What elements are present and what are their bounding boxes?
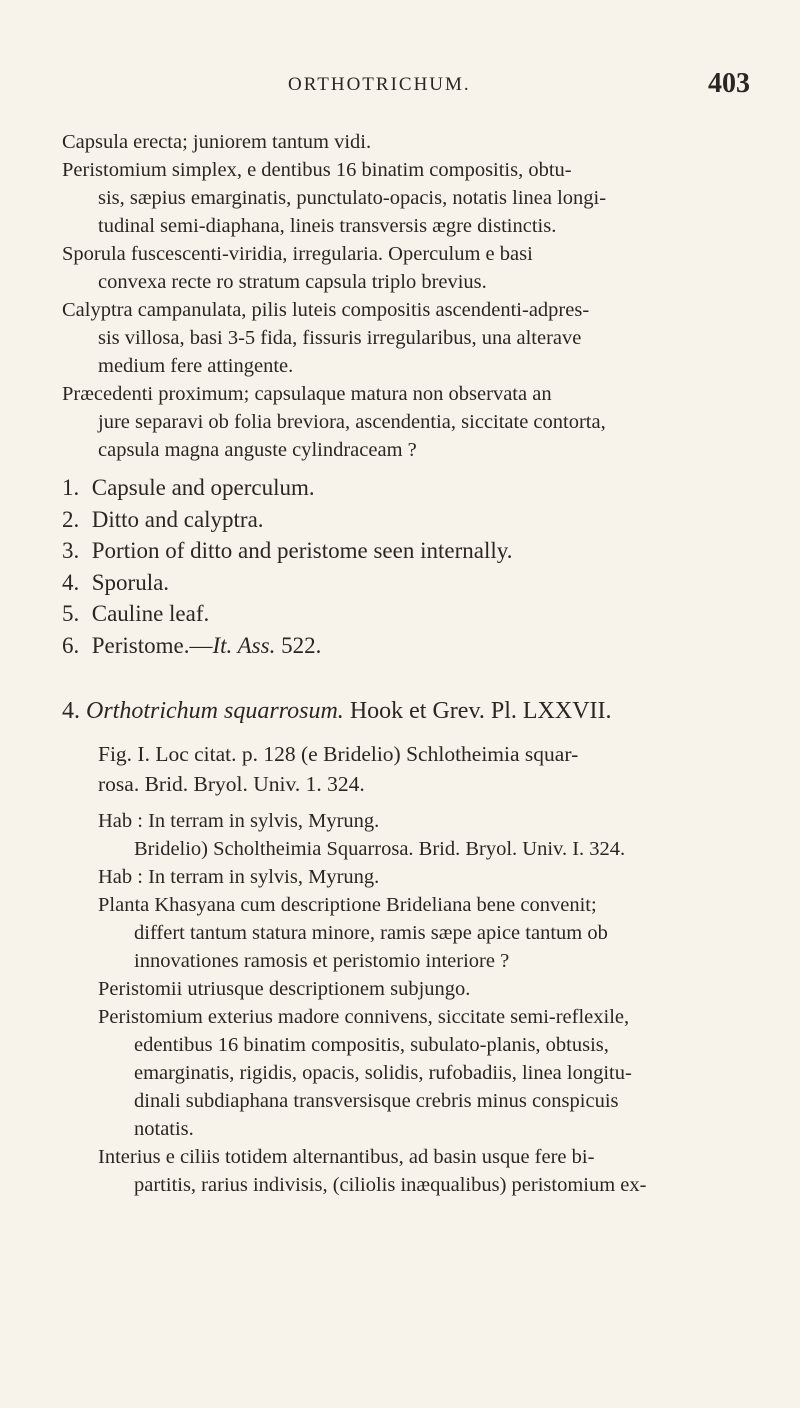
text-line: jure separavi ob folia breviora, ascendentia, siccitate contorta, [98,411,606,433]
figure-number: 6. [62,632,80,658]
figure-caption: Ditto and calyptra. [91,506,264,532]
text-line: notatis. [134,1118,194,1140]
text-line: innovationes ramosis et peristomio interiore ? [134,950,510,972]
species-heading [62,695,762,727]
description-paragraph [62,128,762,464]
figure-list-item [62,567,762,599]
species-name: Orthotrichum squarrosum. [86,698,344,724]
habitat-line: Hab : In terram in sylvis, Myrung. [98,866,380,888]
figure-number: 1. [62,475,80,500]
text-line: Capsula erecta; juniorem tantum vidi. [62,131,372,153]
page-header [0,66,800,106]
figure-caption: Portion of ditto and peristome seen internally. [91,538,513,563]
figure-list-item [62,598,762,630]
figure-list-item [62,504,762,536]
text-line: sis, sæpius emarginatis, punctulato-opacis, notatis linea longi- [98,187,607,209]
text-line: Peristomii utriusque descriptionem subjungo. [98,978,471,1000]
figure-list [62,472,762,661]
figure-caption: Sporula. [91,569,170,595]
figure-list-item [62,630,762,662]
figure-number: 3. [62,538,80,563]
page-number: 403 [708,68,750,99]
figure-list-item [62,472,762,504]
figure-number: 2. [62,506,80,532]
text-line: Planta Khasyana cum descriptione Brideliana bene convenit; [98,894,597,916]
species-number: 4. [62,698,80,724]
description-paragraph [62,891,762,1199]
species-authority: Hook et Grev. Pl. LXXVII. [343,698,612,724]
text-line: Peristomium simplex, e dentibus 16 binatim compositis, obtu- [62,159,572,181]
synonymy [62,739,762,891]
figure-list-item [62,535,762,567]
text-line: capsula magna anguste cylindraceam ? [98,439,417,461]
figure-caption: Cauline leaf. [91,601,210,626]
text-line: partitis, rarius indivisis, (ciliolis inæqualibus) peristomium ex- [134,1174,647,1196]
text-line: Interius e ciliis totidem alternantibus, ad basin usque fere bi- [98,1146,595,1168]
text-line: Sporula fuscescenti-viridia, irregularia. Operculum e basi [62,243,533,265]
text-line: emarginatis, rigidis, opacis, solidis, rufobadiis, linea longitu- [134,1062,632,1084]
text-line: dinali subdiaphana transversisque crebris minus conspicuis [134,1090,619,1112]
reference-abbrev: It. Ass. [212,632,276,658]
text-line: tudinal semi-diaphana, lineis transversis ægre distinctis. [98,215,557,237]
text-line: convexa recte ro stratum capsula triplo brevius. [98,271,487,293]
figure-number: 4. [62,569,80,595]
text-line: differt tantum statura minore, ramis sæpe apice tantum ob [134,922,608,944]
text-line: Peristomium exterius madore connivens, siccitate semi-reflexile, [98,1006,630,1028]
body-text [62,128,762,1199]
text-line: sis villosa, basi 3-5 fida, fissuris irregularibus, una alterave [98,327,582,349]
figure-caption: Capsule and operculum. [91,475,315,500]
figure-number: 5. [62,601,80,626]
reference-number: 522. [275,632,322,658]
text-line: edentibus 16 binatim compositis, subulato-planis, obtusis, [134,1034,609,1056]
text-line: Fig. I. Loc citat. p. 128 (e Bridelio) Schlotheimia squar- [98,742,579,766]
habitat-line: Hab : In terram in sylvis, Myrung. [98,810,380,832]
text-line: Bridelio) Scholtheimia Squarrosa. Brid. Bryol. Univ. I. 324. [134,838,626,860]
text-line: Calyptra campanulata, pilis luteis compositis ascendenti-adpres- [62,299,590,321]
running-head: ORTHOTRICHUM. [288,74,471,95]
text-line: Præcedenti proximum; capsulaque matura non observata an [62,383,552,405]
text-line: medium fere attingente. [98,355,294,377]
figure-caption: Peristome.— [91,632,213,658]
text-line: rosa. Brid. Bryol. Univ. 1. 324. [98,772,365,796]
